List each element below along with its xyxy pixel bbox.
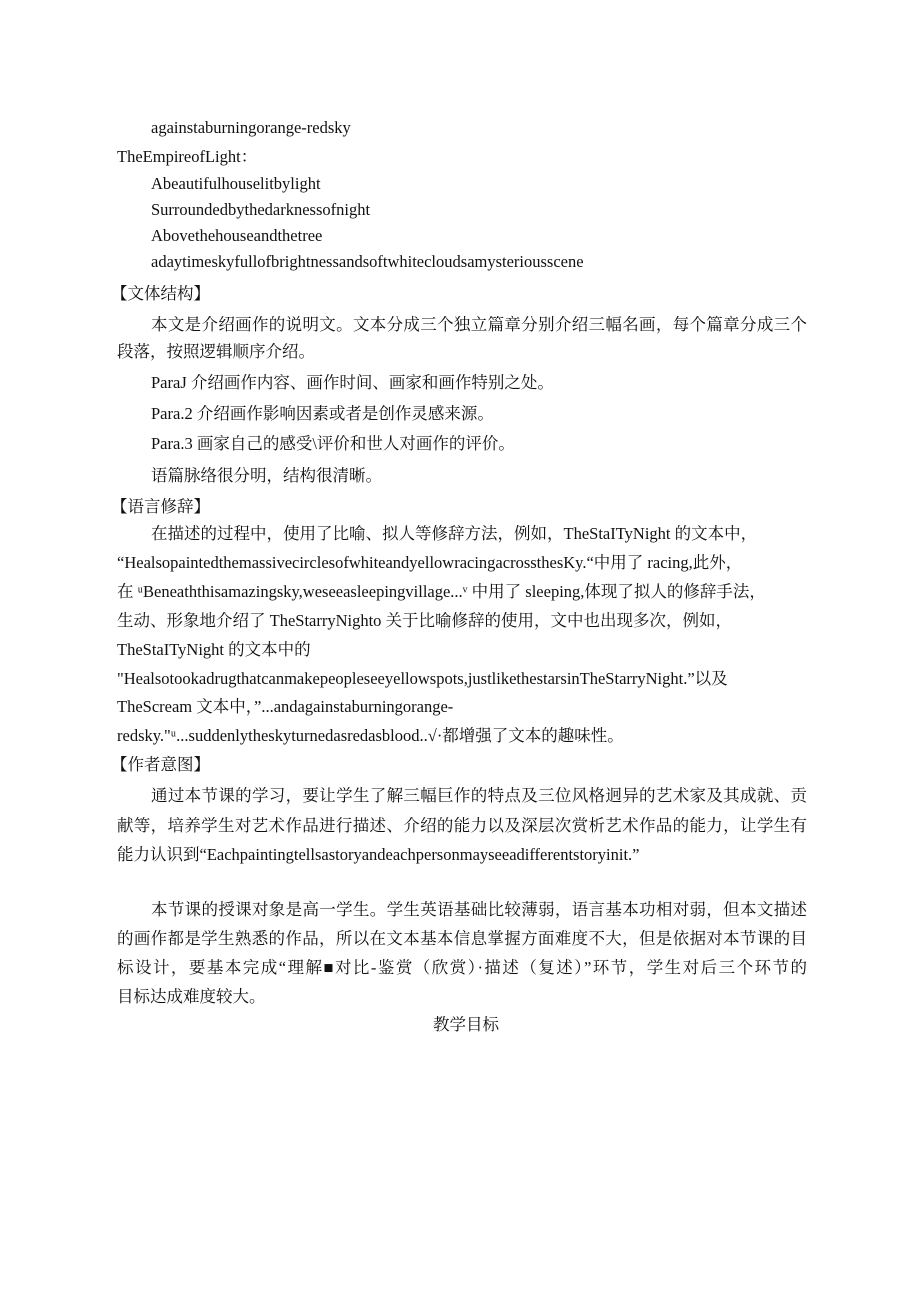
paragraph-line: redsky."ᵘ...suddenlytheskyturnedasredasblood..√·都增强了文本的趣味性。: [117, 726, 624, 745]
paragraph-line: 目标达成难度较大。: [117, 987, 266, 1006]
paragraph-line: “HealsopaintedthemassivecirclesofwhiteandyellowracingacrossthesKy.“中用了 racing,此外，: [117, 553, 743, 572]
poem-line: Surroundedbythedarknessofnight: [151, 200, 371, 219]
paragraph-line: TheScream 文本中，”...andagainstaburningorange-: [117, 697, 454, 716]
section-title-empire-of-light: TheEmpireofLight：: [117, 147, 258, 166]
paragraph-line: 本文是介绍画作的说明文。文本分成三个独立篇章分别介绍三幅名画，每个篇章分成三个: [151, 315, 807, 334]
poem-line: Abeautifulhouselitbylight: [151, 174, 321, 193]
paragraph-line: 段落，按照逻辑顺序介绍。: [117, 342, 315, 361]
heading-text-structure: 【文体结构】: [111, 284, 210, 303]
paragraph-line: 能力认识到“Eachpaintingtellsastoryandeachpersonmayseeadifferentstoryinit.”: [117, 845, 640, 864]
paragraph-line: 生动、形象地介绍了 TheStarryNighto 关于比喻修辞的使用，文中也出现多次，例如，: [117, 611, 733, 630]
poem-line: againstaburningorange-redsky: [151, 118, 351, 137]
paragraph-line: TheStaITyNight 的文本中的: [117, 640, 311, 659]
heading-author-intent: 【作者意图】: [111, 755, 210, 774]
structure-summary: 语篇脉络很分明，结构很清晰。: [151, 466, 382, 485]
heading-rhetoric: 【语言修辞】: [111, 497, 210, 516]
paragraph-line: 的画作都是学生熟悉的作品，所以在文本基本信息掌握方面难度不大，但是依据对本节课的目: [117, 929, 807, 948]
paragraph-line: 标设计，要基本完成“理解■对比-鉴赏（欣赏）·描述（复述）”环节，学生对后三个环节的: [117, 958, 807, 977]
paragraph-line: 献等，培养学生对艺术作品进行描述、介绍的能力以及深层次赏析艺术作品的能力，让学生有: [117, 816, 807, 835]
paragraph-line: "Healsotookadrugthatcanmakepeopleseeyellowspots,justlikethestarsinTheStarryNight.”以及: [117, 669, 728, 688]
paragraph-line: 在描述的过程中，使用了比喻、拟人等修辞方法，例如，TheStaITyNight 的文本中，: [151, 524, 758, 543]
paragraph-line: 在 ᵘBeneaththisamazingsky,weseeasleepingvillage...ᵛ 中用了 sleeping,体现了拟人的修辞手法，: [117, 582, 766, 601]
paragraph-line: 本节课的授课对象是高一学生。学生英语基础比较薄弱，语言基本功相对弱，但本文描述: [151, 900, 807, 919]
heading-teaching-objectives: 教学目标: [433, 1015, 499, 1034]
para-description: ParaJ 介绍画作内容、画作时间、画家和画作特别之处。: [151, 373, 554, 392]
para-description: Para.3 画家自己的感受\评价和世人对画作的评价。: [151, 434, 515, 453]
poem-line: Abovethehouseandthetree: [151, 226, 323, 245]
poem-line: adaytimeskyfullofbrightnessandsoftwhitecloudsamysteriousscene: [151, 252, 584, 271]
paragraph-line: 通过本节课的学习，要让学生了解三幅巨作的特点及三位风格迥异的艺术家及其成就、贡: [151, 786, 807, 805]
para-description: Para.2 介绍画作影响因素或者是创作灵感来源。: [151, 404, 494, 423]
